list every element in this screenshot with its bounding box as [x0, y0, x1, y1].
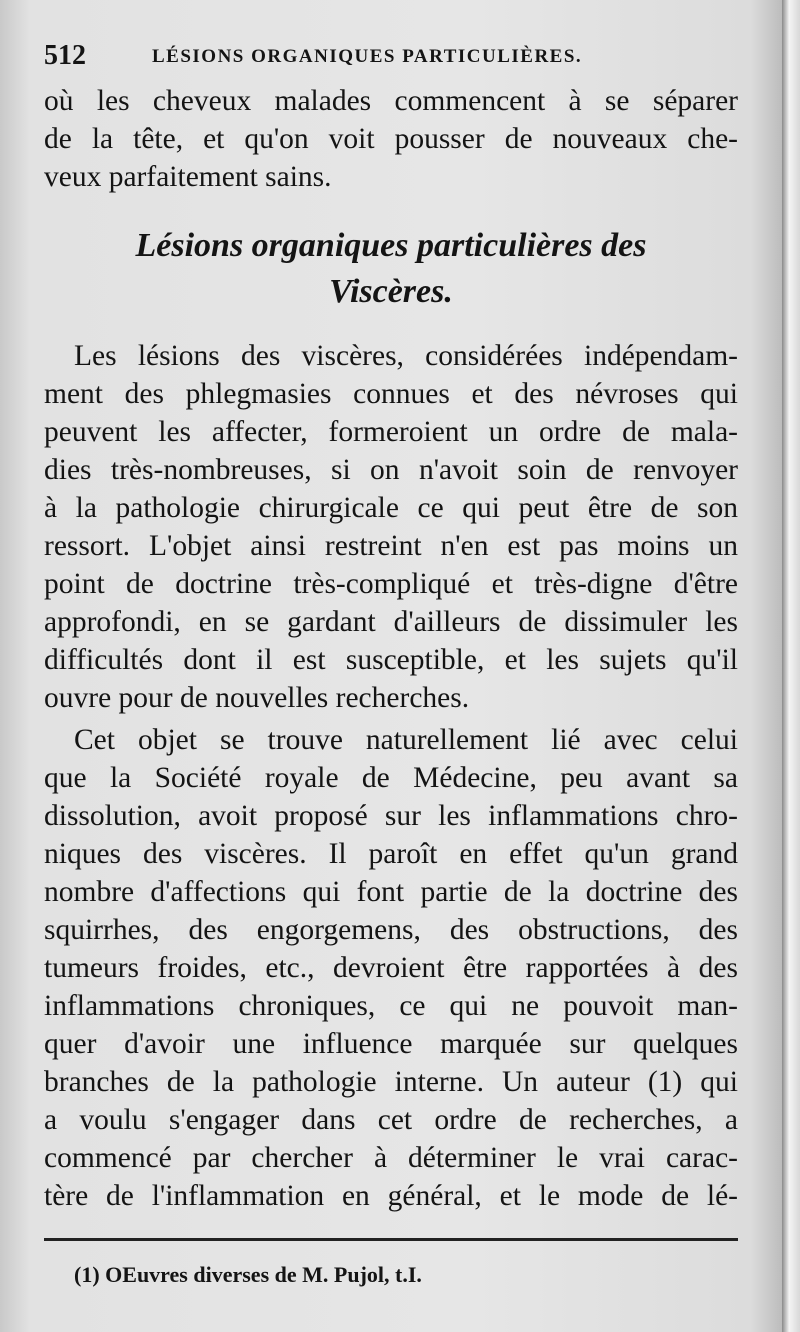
section-heading-line1: Lésions organiques particulières des	[135, 227, 647, 264]
page-number: 512	[44, 40, 86, 71]
text-line: approfondi, en se gardant d'ailleurs de dissimuler les	[44, 606, 738, 638]
text-line: peuvent les affecter, formeroient un ordre de mala-	[44, 416, 738, 448]
text-line: de la tête, et qu'on voit pousser de nouveaux che-	[44, 123, 738, 155]
text-line: difficultés dont il est susceptible, et les sujets qu'il	[44, 644, 738, 676]
text-line: quer d'avoir une influence marquée sur quelques	[44, 1028, 738, 1060]
text-line: dissolution, avoit proposé sur les inflammations chro-	[44, 800, 738, 832]
text-line: nombre d'affections qui font partie de la doctrine des	[44, 876, 738, 908]
text-line: où les cheveux malades commencent à se séparer	[44, 85, 738, 117]
text-line: commencé par chercher à déterminer le vrai carac-	[44, 1142, 738, 1174]
text-line: Les lésions des viscères, considérées indépendam-	[74, 340, 738, 372]
text-line: tumeurs froides, etc., devroient être rapportées à des	[44, 952, 738, 984]
text-line: veux parfaitement sains.	[44, 161, 332, 193]
text-line: à la pathologie chirurgicale ce qui peut être de son	[44, 492, 738, 524]
footnote-rule	[44, 1238, 738, 1241]
text-line: point de doctrine très-compliqué et très-digne d'être	[44, 568, 738, 600]
text-line: tère de l'inflammation en général, et le mode de lé-	[44, 1180, 738, 1212]
page-edge	[782, 0, 800, 1332]
text-line: que la Société royale de Médecine, peu avant sa	[44, 762, 738, 794]
footnote: (1) OEuvres diverses de M. Pujol, t.I.	[74, 1262, 422, 1287]
text-line: ouvre pour de nouvelles recherches.	[44, 682, 470, 714]
text-line: ressort. L'objet ainsi restreint n'en est pas moins un	[44, 530, 738, 562]
running-title: LÉSIONS ORGANIQUES PARTICULIÈRES.	[152, 46, 583, 67]
running-head	[44, 40, 734, 80]
text-line: a voulu s'engager dans cet ordre de recherches, a	[44, 1104, 738, 1136]
section-heading-line2: Viscères.	[329, 273, 453, 310]
text-line: branches de la pathologie interne. Un auteur (1) qui	[44, 1066, 738, 1098]
text-line: ment des phlegmasies connues et des névroses qui	[44, 378, 738, 410]
text-line: inflammations chroniques, ce qui ne pouvoit man-	[44, 990, 738, 1022]
text-line: niques des viscères. Il paroît en effet qu'un grand	[44, 838, 738, 870]
text-line: dies très-nombreuses, si on n'avoit soin de renvoyer	[44, 454, 738, 486]
text-line: Cet objet se trouve naturellement lié avec celui	[74, 724, 738, 756]
text-line: squirrhes, des engorgemens, des obstructions, des	[44, 914, 738, 946]
